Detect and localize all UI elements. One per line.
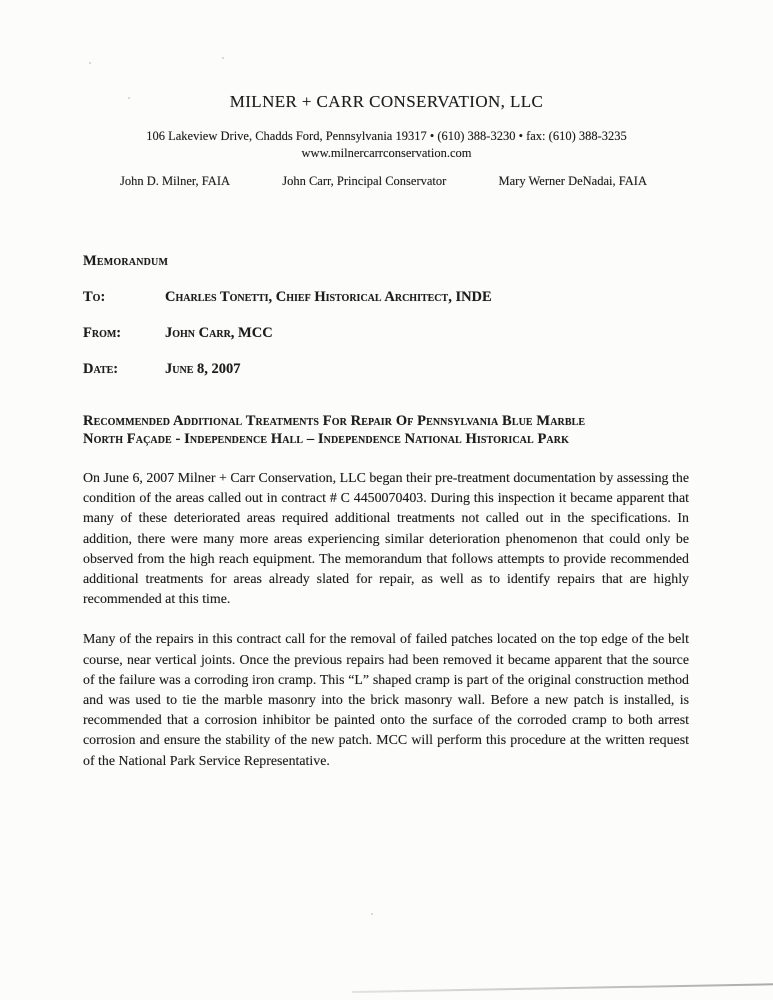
- memo-field-to: [83, 289, 689, 306]
- scan-speck: [128, 97, 130, 99]
- letterhead: [0, 0, 773, 189]
- company-name: MILNER + CARR CONSERVATION, LLC: [229, 92, 544, 111]
- to-label: To:: [83, 289, 106, 305]
- subject-line-1: Recommended Additional Treatments For Repair Of Pennsylvania Blue Marble: [83, 413, 586, 429]
- subject-line-2: North Façade - Independence Hall – Independence National Historical Park: [83, 431, 569, 447]
- memo-content: [83, 253, 689, 772]
- scan-speck: [89, 62, 91, 64]
- memo-field-date: [83, 361, 689, 378]
- body-paragraph-2: Many of the repairs in this contract call for the removal of failed patches located on the top edge of the belt course, near vertical joints. Once the previous repairs had been removed it became apparent that the source of the failure was a corroding iron cramp. This “L” shaped cramp is part of the original construction method and was used to tie the marble masonry into the brick masonry wall. Before a new patch is installed, is recommended that a corrosion inhibitor be painted onto the surface of the corroded cramp to both arrest corrosion and ensure the stability of the new patch. MCC will perform this procedure at the written request of the National Park Service Representative.: [83, 632, 689, 769]
- principal-name-3: Mary Werner DeNadai, FAIA: [498, 174, 647, 188]
- from-label: From:: [83, 325, 122, 341]
- principals-row: [120, 174, 647, 189]
- principal-name-2: John Carr, Principal Conservator: [282, 174, 447, 188]
- memorandum-heading: Memorandum: [83, 253, 169, 269]
- date-label: Date:: [83, 361, 119, 377]
- date-value: June 8, 2007: [165, 361, 241, 377]
- website-url: www.milnercarrconservation.com: [301, 146, 472, 160]
- from-value: John Carr, MCC: [165, 325, 273, 341]
- scan-artifact-line: [352, 983, 773, 992]
- memo-field-from: [83, 325, 689, 342]
- principal-name-1: John D. Milner, FAIA: [120, 174, 231, 188]
- memo-body: [83, 469, 689, 772]
- body-paragraph-1: On June 6, 2007 Milner + Carr Conservation, LLC began their pre-treatment documentation by assessing the condition of the areas called out in contract # C 4450070403. During this inspection it became apparent that many of these deteriorated areas required additional treatments not called out in the specifications. In addition, there were many more areas experiencing similar deterioration phenomenon that could only be observed from the high reach equipment. The memorandum that follows attempts to provide recommended additional treatments for areas already slated for repair, as well as to identify repairs that are highly recommended at this time.: [83, 471, 689, 608]
- subject-heading: [83, 412, 689, 448]
- scan-speck: [222, 57, 224, 59]
- to-value: Charles Tonetti, Chief Historical Architect, INDE: [165, 289, 492, 305]
- scan-speck: [371, 913, 373, 915]
- address-line: 106 Lakeview Drive, Chadds Ford, Pennsylvania 19317 • (610) 388-3230 • fax: (610) 388-3235: [146, 129, 627, 143]
